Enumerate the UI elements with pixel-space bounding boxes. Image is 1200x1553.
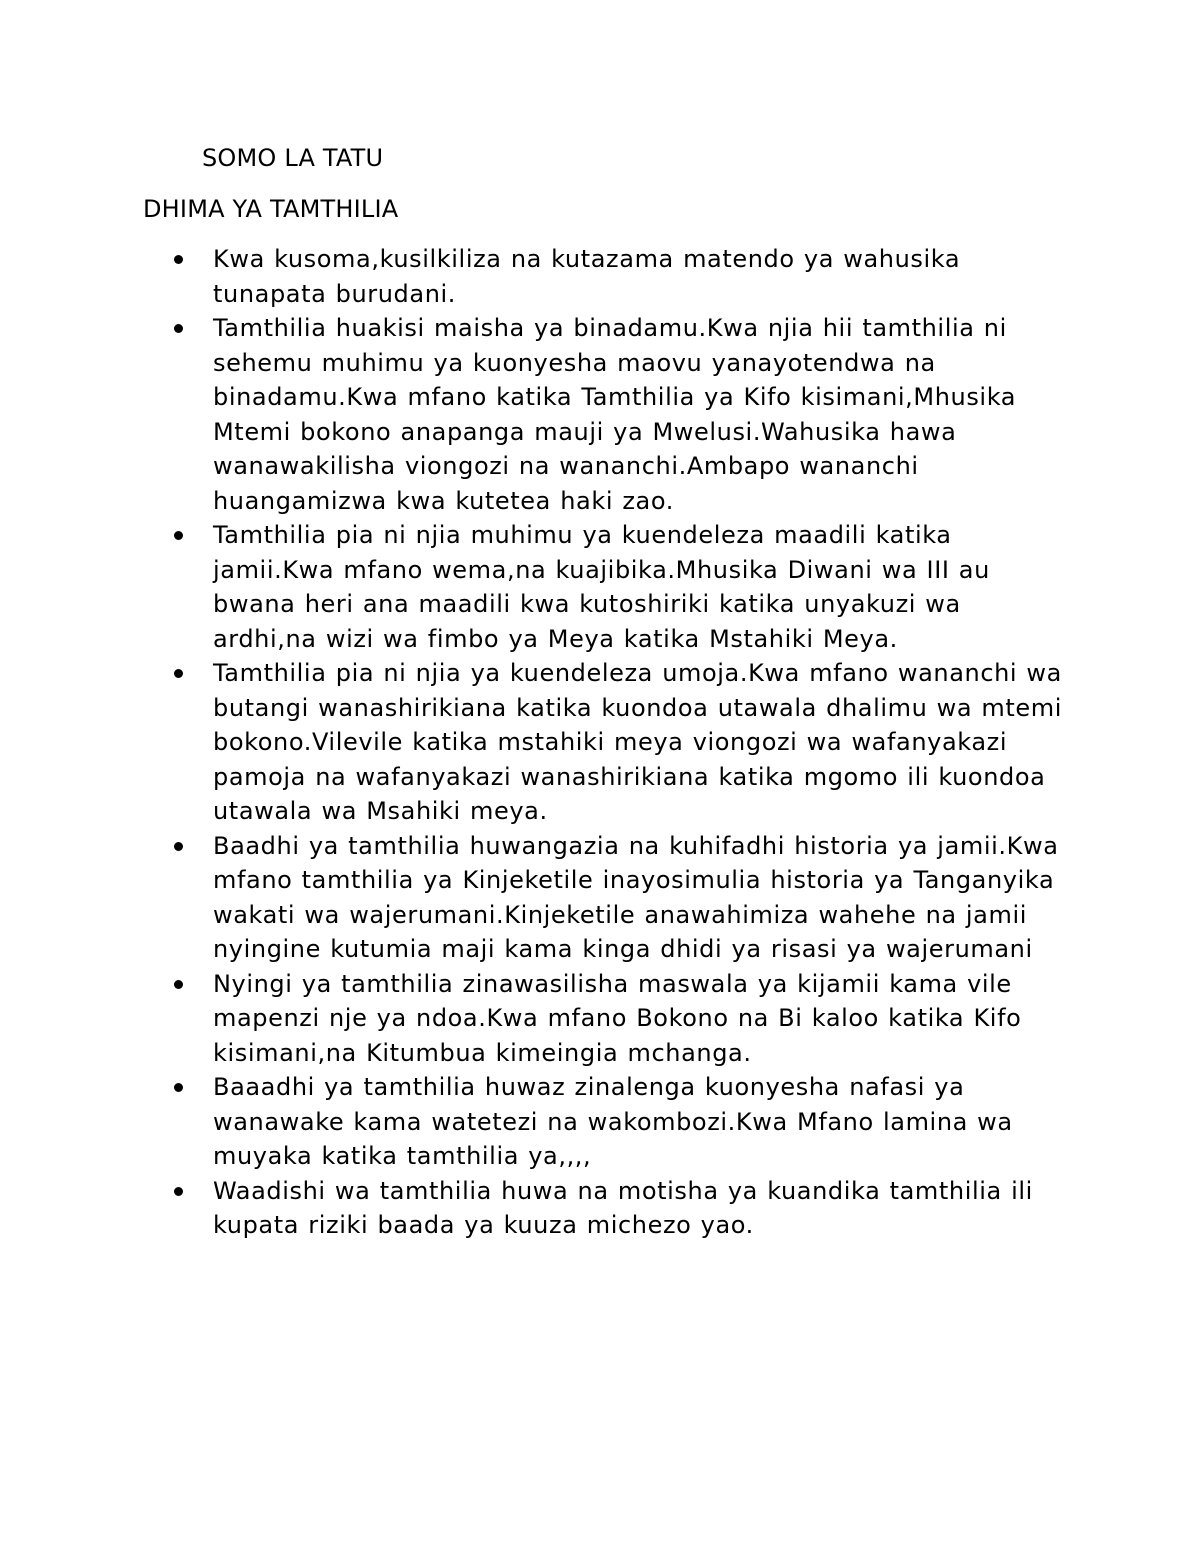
bullet-text: Baaadhi ya tamthilia huwaz zinalenga kuonyesha nafasi ya wanawake kama watetezi na wakombozi.Kwa Mfano lamina wa muyaka katika tamthilia ya,,,,: [213, 1073, 1013, 1170]
page-title: SOMO LA TATU: [202, 144, 384, 172]
bullet-text: Tamthilia huakisi maisha ya binadamu.Kwa njia hii tamthilia ni sehemu muhimu ya kuonyesha maovu yanayotendwa na binadamu.Kwa mfano katika Tamthilia ya Kifo kisimani,Mhusika Mtemi bokono anapanga mauji ya Mwelusi.Wahusika hawa wanawakilisha viongozi na wananchi.Ambapo wananchi huangamizwa kwa kutetea haki zao.: [213, 314, 1017, 515]
bullet-dot-icon: [174, 669, 183, 678]
section-heading: DHIMA YA TAMTHILIA: [143, 195, 399, 223]
bullet-text: Baadhi ya tamthilia huwangazia na kuhifadhi historia ya jamii.Kwa mfano tamthilia ya Kinjeketile inayosimulia historia ya Tanganyika wakati wa wajerumani.Kinjeketile anawahimiza wahehe na jamii nyingine kutumia maji kama kinga dhidi ya risasi ya wajerumani: [213, 831, 1059, 963]
bullet-dot-icon: [174, 531, 183, 540]
bullet-text: Kwa kusoma,kusilkiliza na kutazama matendo ya wahusika tunapata burudani.: [213, 245, 961, 308]
bullet-dot-icon: [174, 324, 183, 333]
bullet-dot-icon: [174, 1083, 183, 1092]
bullet-dot-icon: [174, 255, 183, 264]
bullet-dot-icon: [174, 842, 183, 851]
bullet-text: Tamthilia pia ni njia ya kuendeleza umoja.Kwa mfano wananchi wa butangi wanashirikiana katika kuondoa utawala dhalimu wa mtemi bokono.Vilevile katika mstahiki meya viongozi wa wafanyakazi pamoja na wafanyakazi wanashirikiana katika mgomo ili kuondoa utawala wa Msahiki meya.: [213, 659, 1063, 825]
bullet-text: Waadishi wa tamthilia huwa na motisha ya kuandika tamthilia ili kupata riziki baada ya kuuza michezo yao.: [213, 1176, 1033, 1239]
bullet-list: [172, 242, 1072, 1243]
bullet-dot-icon: [174, 1187, 183, 1196]
bullet-item: [172, 311, 1072, 518]
bullet-dot-icon: [174, 980, 183, 989]
bullet-item: [172, 967, 1072, 1071]
bullet-text: Nyingi ya tamthilia zinawasilisha maswala ya kijamii kama vile mapenzi nje ya ndoa.Kwa mfano Bokono na Bi kaloo katika Kifo kisimani,na Kitumbua kimeingia mchanga.: [213, 969, 1022, 1067]
bullet-item: [172, 1070, 1072, 1174]
bullet-text: Tamthilia pia ni njia muhimu ya kuendeleza maadili katika jamii.Kwa mfano wema,na kuajibika.Mhusika Diwani wa III au bwana heri ana maadili kwa kutoshiriki katika unyakuzi wa ardhi,na wizi wa fimbo ya Meya katika Mstahiki Meya.: [213, 521, 990, 653]
bullet-item: [172, 242, 1072, 311]
bullet-item: [172, 656, 1072, 829]
bullet-item: [172, 829, 1072, 967]
bullet-item: [172, 518, 1072, 656]
bullet-item: [172, 1174, 1072, 1243]
